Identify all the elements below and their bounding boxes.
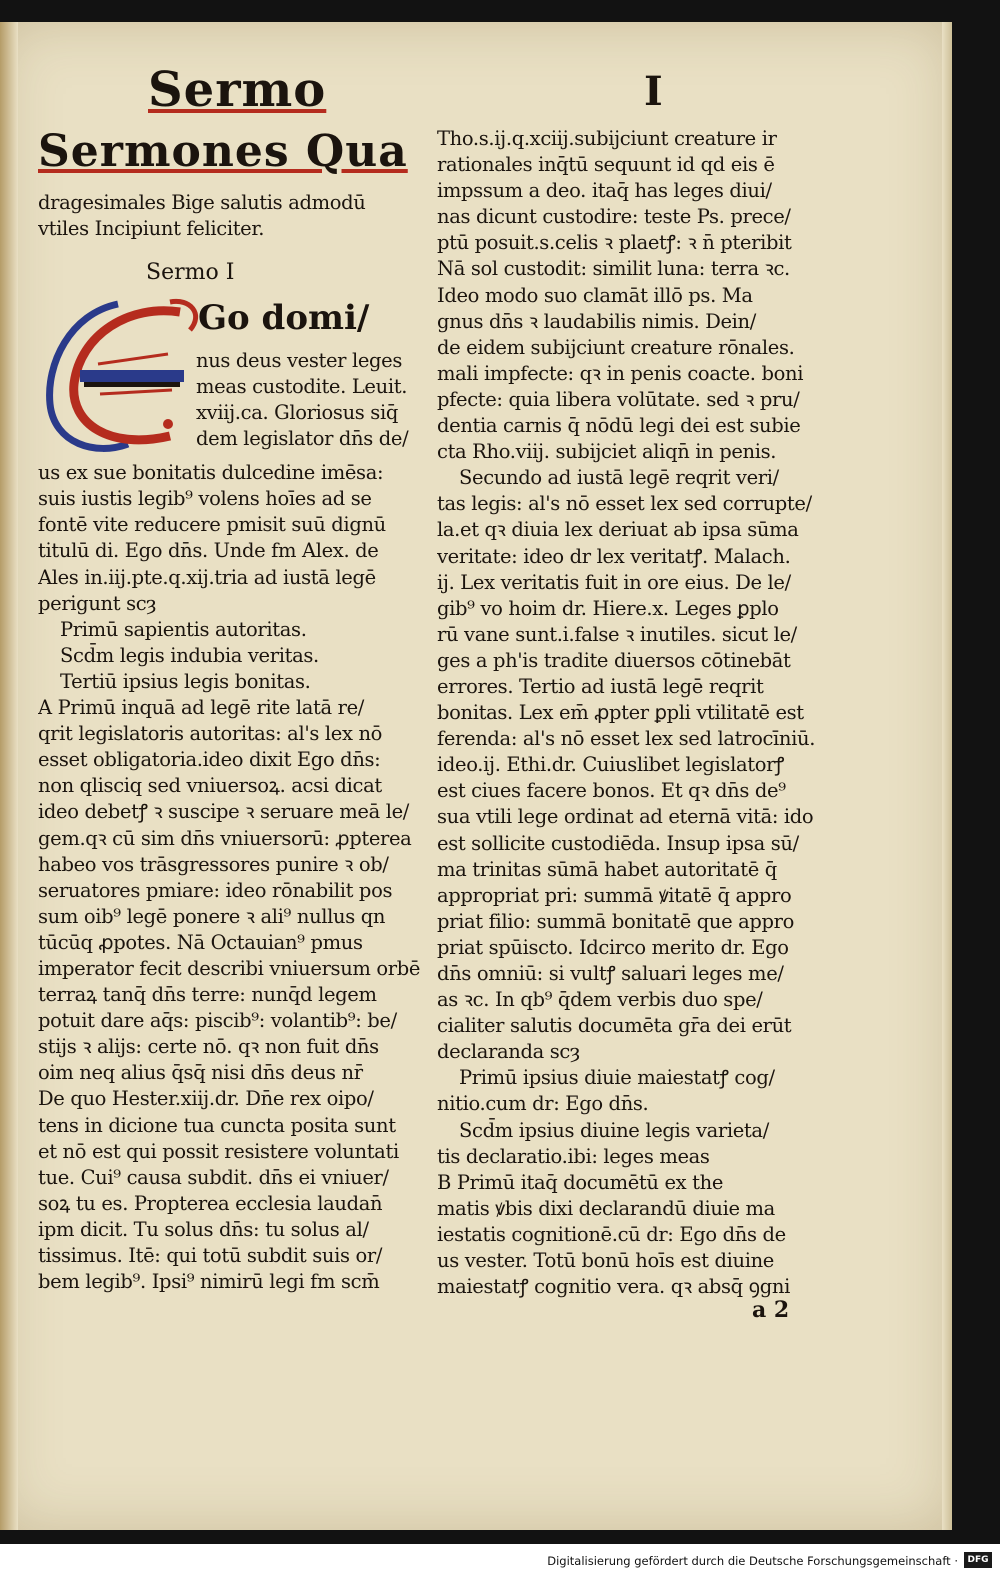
- text-line: stijs ꝛ alijs: certe nō. qꝛ non fuit dn̄s: [38, 1035, 379, 1059]
- page-number: I: [644, 68, 663, 115]
- text-line: nas dicunt custodire: teste Ps. prece/: [437, 205, 791, 229]
- intro-line: meas custodite. Leuit.: [196, 375, 408, 399]
- text-line: de eidem subijciunt creature rōnales.: [437, 335, 795, 359]
- text-line: veritate: ideo dr lex veritatꝭ. Malach.: [437, 544, 791, 568]
- text-line: A Primū inquā ad legē rite latā re/: [38, 696, 365, 720]
- footer-bar: [0, 1544, 1000, 1582]
- text-line: pfecte: quia libera volūtate. sed ꝛ pru/: [437, 387, 800, 411]
- text-line: suis iustis legib⁹ volens hoīes ad se: [38, 487, 372, 511]
- text-line: ij. Lex veritatis fuit in ore eius. De le/: [437, 570, 791, 594]
- text-line: oim neq alius q̄sq̄ nisi dn̄s deus nr̄: [38, 1061, 363, 1085]
- text-line: cialiter salutis documēta gr̄a dei erūt: [437, 1014, 792, 1038]
- text-line: us ex sue bonitatis dulcedine imēsa:: [38, 461, 384, 485]
- funding-note: Digitalisierung gefördert durch die Deutsche Forschungsgemeinschaft ·: [547, 1554, 958, 1568]
- text-line: gem.qꝛ cū sim dn̄s vniuersorū: ꝓpterea: [38, 826, 412, 850]
- text-line: soꝝ tu es. Propterea ecclesia laudan̄: [38, 1191, 383, 1215]
- text-line: ptū posuit.s.celis ꝛ plaetꝭ: ꝛ n̄ pteribit: [437, 231, 792, 255]
- text-line: Nā sol custodit: similit luna: terra ꝛc.: [437, 257, 790, 281]
- text-line: esset obligatoria.ideo dixit Ego dn̄s:: [38, 748, 381, 772]
- text-line: fontē vite reducere pmisit suū dignū: [38, 513, 386, 537]
- text-line: tissimus. Itē: qui totū subdit suis or/: [38, 1244, 383, 1267]
- text-line: la.et qꝛ diuia lex deriuat ab ipsa sūma: [437, 518, 799, 542]
- intro-line: dem legislator dn̄s de/: [196, 427, 409, 451]
- text-line: sua vtili lege ordinat ad eternā vitā: ido: [437, 805, 814, 829]
- sermon-label: Sermo I: [146, 260, 235, 286]
- text-line: Scd̄m legis indubia veritas.: [60, 643, 319, 667]
- right-body-text: [437, 126, 822, 1300]
- text-line: rationales inq̄tū sequunt id qd eis ē: [437, 153, 775, 177]
- illuminated-initial-E: [40, 294, 208, 460]
- text-line: priat filio: summā bonitatē que appro: [437, 909, 795, 933]
- text-line: matis ꝟbis dixi declarandū diuie ma: [437, 1196, 775, 1220]
- dfg-logo: DFG: [964, 1552, 992, 1568]
- text-line: dentia carnis q̄ nōdū legi dei est subie: [437, 414, 801, 438]
- text-line: imperator fecit describi vniuersum orbē: [38, 956, 421, 980]
- text-line: gib⁹ vo hoim dr. Hiere.x. Leges ꝑplo: [437, 596, 779, 620]
- text-line: appropriat pri: summā ꝟitatē q̄ appro: [437, 883, 792, 907]
- title-line: vtiles Incipiunt feliciter.: [38, 217, 265, 241]
- text-line: tūcūq ꝓpotes. Nā Octauian⁹ pmus: [38, 930, 363, 954]
- page-edge: [942, 22, 952, 1530]
- text-line: et nō est qui possit resistere voluntati: [38, 1139, 399, 1163]
- right-column: [437, 126, 822, 1300]
- title-line: dragesimales Bige salutis admodū: [38, 191, 366, 214]
- opening-block: [38, 294, 424, 460]
- opening-words: Go domi/: [198, 298, 370, 339]
- text-line: ideo.ij. Ethi.dr. Cuiuslibet legislatorꝭ: [437, 753, 784, 777]
- text-line: non qlisciq sed vniuersoꝝ. acsi dicat: [38, 774, 382, 798]
- text-line: est ciues facere bonos. Et qꝛ dn̄s de⁹: [437, 779, 786, 803]
- text-line: Scd̄m ipsius diuine legis varieta/: [459, 1118, 769, 1142]
- text-line: mali impfecte: qꝛ in penis coacte. boni: [437, 361, 804, 385]
- text-line: nitio.cum dr: Ego dn̄s.: [437, 1092, 649, 1116]
- intro-line: nus deus vester leges: [196, 349, 403, 373]
- page-gutter-shadow: [0, 22, 18, 1530]
- text-line: gnus dn̄s ꝛ laudabilis nimis. Dein/: [437, 309, 756, 333]
- text-line: qrit legislatoris autoritas: al's lex nō: [38, 722, 383, 746]
- text-line: tue. Cui⁹ causa subdit. dn̄s ei vniuer/: [38, 1165, 389, 1189]
- text-line: est sollicite custodiēda. Insup ipsa sū/: [437, 831, 799, 855]
- text-line: De quo Hester.xiij.dr. Dn̄e rex oipo/: [38, 1087, 374, 1111]
- left-column: [38, 190, 424, 1295]
- text-line: maiestatꝭ cognitio vera. qꝛ absq̄ ꝯgni: [437, 1275, 790, 1299]
- text-line: rū vane sunt.i.false ꝛ inutiles. sicut le/: [437, 622, 797, 646]
- text-line: ges a ph'is tradite diuersos cōtinebāt: [437, 648, 791, 672]
- text-line: perigunt scȝ: [38, 591, 157, 615]
- text-line: ferenda: al's nō esset lex sed latrocīniū.: [437, 727, 816, 751]
- text-line: potuit dare aq̄s: piscib⁹: volantib⁹: be/: [38, 1009, 397, 1033]
- text-line: impssum a deo. itaq̄ has leges diui/: [437, 179, 772, 203]
- text-line: bonitas. Lex em̄ ꝓpter ꝑpli vtilitatē est: [437, 701, 804, 725]
- left-body-text: [38, 460, 424, 1295]
- text-line: titulū di. Ego dn̄s. Unde fm Alex. de: [38, 539, 379, 563]
- book-page: [0, 22, 952, 1530]
- work-heading: Sermones Qua: [38, 126, 408, 177]
- text-line: tens in dicione tua cuncta posita sunt: [38, 1113, 396, 1137]
- text-line: ideo debetꝭ ꝛ suscipe ꝛ seruare meā le/: [38, 800, 410, 824]
- signature-mark: a 2: [752, 1297, 790, 1323]
- text-line: iestatis cognitionē.cū dr: Ego dn̄s de: [437, 1222, 786, 1246]
- text-line: us vester. Totū bonū hoīs est diuine: [437, 1249, 774, 1273]
- running-title: Sermo: [148, 62, 327, 118]
- text-line: B Primū itaq̄ documētū ex the: [437, 1170, 724, 1194]
- text-line: bem legib⁹. Ipsi⁹ nimirū legi fm scm̄: [38, 1270, 380, 1294]
- text-line: seruatores pmiare: ideo rōnabilit pos: [38, 878, 393, 902]
- text-line: tas legis: al's nō esset lex sed corrupte/: [437, 492, 812, 516]
- text-line: priat spūiscto. Idcirco merito dr. Ego: [437, 935, 789, 959]
- text-line: ma trinitas sūmā habet autoritatē q̄: [437, 857, 777, 881]
- text-line: Primū sapientis autoritas.: [60, 617, 307, 641]
- text-line: as ꝛc. In qb⁹ q̄dem verbis duo spe/: [437, 988, 763, 1012]
- intro-line: xviij.ca. Gloriosus siq̄: [196, 401, 398, 425]
- text-line: Ales in.iij.pte.q.xij.tria ad iustā legē: [38, 565, 376, 589]
- text-line: Tho.s.ij.q.xciij.subijciunt creature ir: [437, 127, 777, 150]
- text-line: Ideo modo suo clamāt illō ps. Ma: [437, 283, 753, 307]
- text-line: declaranda scȝ: [437, 1040, 580, 1064]
- text-line: errores. Tertio ad iustā legē reqrit: [437, 674, 764, 698]
- text-line: ipm dicit. Tu solus dn̄s: tu solus al/: [38, 1217, 369, 1241]
- text-line: Tertiū ipsius legis bonitas.: [60, 669, 311, 693]
- text-line: dn̄s omniū: si vultꝭ saluari leges me/: [437, 962, 784, 985]
- text-line: sum oib⁹ legē ponere ꝛ ali⁹ nullus qn: [38, 904, 386, 928]
- text-line: Primū ipsius diuie maiestatꝭ cog/: [459, 1066, 775, 1090]
- text-line: cta Rho.viij. subijciet aliqn̄ in penis.: [437, 440, 777, 464]
- text-line: habeo vos trāsgressores punire ꝛ ob/: [38, 852, 389, 876]
- text-line: Secundo ad iustā legē reqrit veri/: [459, 466, 779, 490]
- text-line: tis declaratio.ibi: leges meas: [437, 1144, 710, 1168]
- text-line: terraꝝ tanq̄ dn̄s terre: nunq̄d legem: [38, 983, 377, 1007]
